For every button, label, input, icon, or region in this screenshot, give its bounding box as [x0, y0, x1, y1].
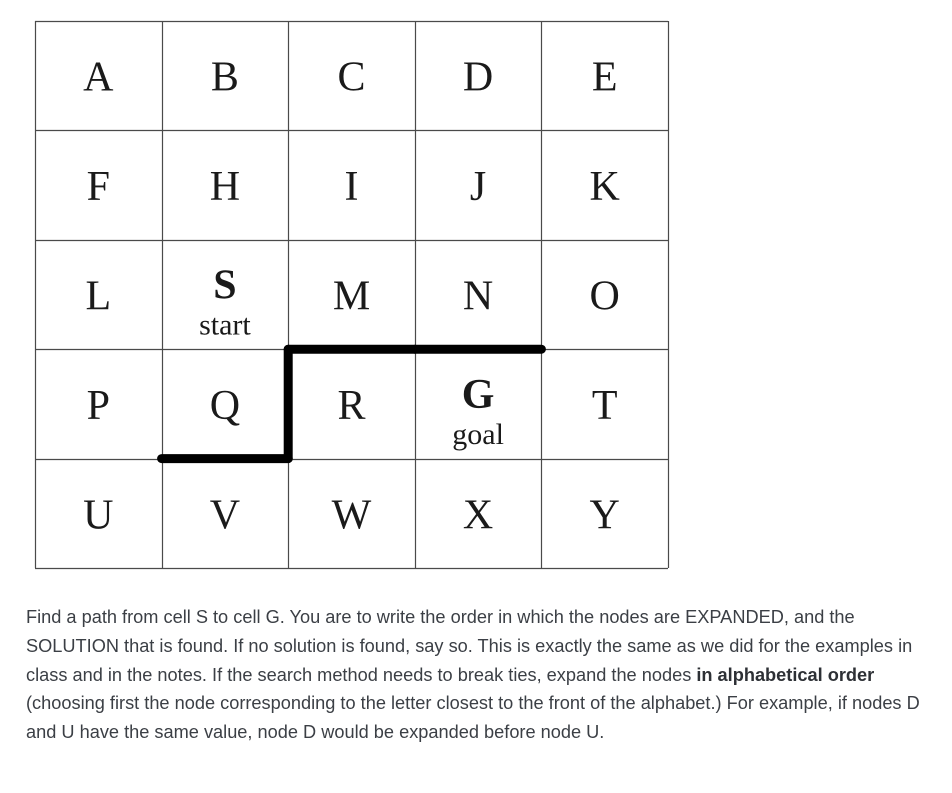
cell-letter: U [83, 492, 114, 539]
maze-grid-svg [35, 21, 668, 568]
cell-letter: E [591, 54, 618, 101]
cell-letter: L [85, 273, 112, 320]
cell-t [592, 383, 618, 429]
cell-letter: H [209, 164, 241, 211]
cell-j [470, 164, 486, 210]
instructions-emphasis: in alphabetical order [696, 664, 875, 685]
cell-m [333, 274, 370, 320]
cell-f [87, 164, 110, 210]
cell-letter: I [344, 164, 359, 211]
cell-b [211, 55, 239, 101]
cell-letter: M [332, 273, 371, 320]
cell-letter: O [589, 273, 620, 320]
cell-letter: V [209, 492, 241, 539]
cell-w [332, 492, 372, 538]
cell-e [592, 55, 618, 101]
cell-letter: P [86, 382, 110, 429]
cell-r [337, 383, 365, 429]
cell-letter: A [83, 54, 114, 101]
cell-letter: R [337, 382, 366, 429]
cell-k [590, 164, 620, 210]
cell-letter: T [591, 382, 618, 429]
cell-letter: D [462, 54, 494, 101]
cell-u [83, 492, 113, 538]
cell-x [463, 492, 493, 538]
cell-letter: J [469, 164, 487, 211]
cell-letter: X [462, 492, 494, 539]
cell-v [210, 492, 240, 538]
maze-grid [35, 21, 668, 568]
instructions-part-2: (choosing first the node corresponding to the letter closest to the front of the alphabet.) For example, if nodes D and U have the same value, node D would be expanded before node U. [26, 693, 920, 743]
cell-p [87, 383, 110, 429]
cell-label-goal: goal [452, 417, 504, 451]
cell-a [83, 55, 114, 101]
cell-q [210, 383, 240, 429]
cell-letter: B [210, 54, 239, 101]
cell-letter: K [589, 164, 620, 211]
cell-n [463, 274, 493, 320]
cell-c [337, 55, 365, 101]
cell-label-start: start [199, 308, 251, 342]
cell-d [463, 55, 493, 101]
cell-letter: W [331, 492, 372, 539]
cell-letter: C [337, 54, 366, 101]
cell-o [590, 274, 620, 320]
cell-i [345, 164, 359, 210]
cell-letter: G [461, 371, 495, 418]
cell-letter: F [86, 164, 110, 211]
cell-letter: Q [209, 382, 241, 429]
cell-letter: N [462, 273, 494, 320]
cell-l [85, 274, 111, 320]
cell-h [210, 164, 240, 210]
cell-letter: Y [589, 492, 620, 539]
instructions-part-1: Find a path from cell S to cell G. You are to write the order in which the nodes are EXPANDED, and the SOLUTION that is found. If no solution is found, say so. This is exactly the same as we did for the examples in class and in the notes. If the search method needs to break ties, expand the nodes [26, 607, 913, 685]
instructions-text [26, 603, 926, 747]
cell-letter: S [213, 262, 237, 309]
cell-y [590, 492, 620, 538]
